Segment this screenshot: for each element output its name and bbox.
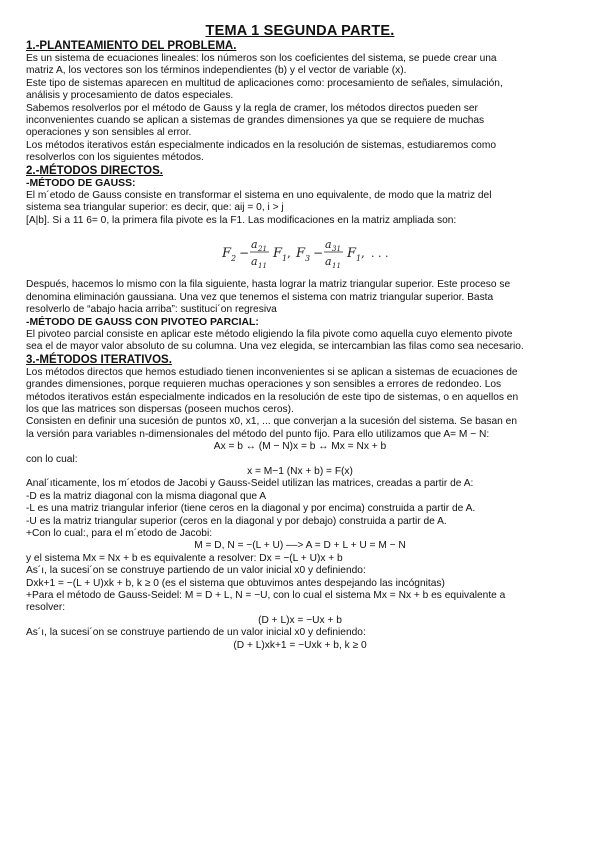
formula-ellipsis: . . .: [371, 247, 389, 261]
formula-F3-sub: 3: [305, 254, 311, 264]
text-line: Anal´ıticamente, los m´etodos de Jacobi y Gauss-Seidel utilizan las matrices, creadas a partir de A:: [26, 478, 474, 490]
section-1-body: [26, 53, 574, 165]
text-line: [A|b]. Si a 11 6= 0, la primera fila pivote es la F1. Las modificaciones en la matriz ampliada son:: [26, 214, 457, 226]
text-line: grandes dimensiones, porque requieren muchas operaciones y son sensibles a errores de redondeo. Los: [26, 379, 502, 391]
text-line: resolverlo de “abajo hacia arriba”: sustituci´on regresiva: [26, 304, 277, 316]
text-line: sea el de mayor valor absoluto de su columna. Una vez elegida, se intercambian las filas como sea necesario.: [26, 341, 524, 353]
text-line: denomina eliminación gaussiana. Una vez que tenemos el sistema con matriz triangular superior. Basta: [26, 291, 494, 303]
text-line: resolver:: [26, 602, 66, 614]
text-line: la versión para variables n-dimensionales del método del punto fijo. Para ello utilizamos que A= M − N:: [26, 428, 490, 440]
text-line: -L es una matriz triangular inferior (tiene ceros en la diagonal y por encima) construida a partir de A.: [26, 503, 476, 515]
formula-a21-sub: 21: [258, 245, 267, 254]
text-line: Después, hacemos lo mismo con la fila siguiente, hasta lograr la matriz triangular superior. Este proceso se: [26, 279, 511, 291]
text-line: resolverlos con los siguientes métodos.: [26, 152, 204, 164]
formula-comma-2: ,: [361, 246, 365, 261]
section-3-heading: 3.-MÉTODOS ITERATIVOS.: [26, 353, 172, 366]
text-line: As´ı, la sucesi´on se construye partiendo de un valor inicial x0 y definiendo:: [26, 627, 366, 639]
text-line: Es un sistema de ecuaciones lineales: los números son los coeficientes del sistema, se puede crear una: [26, 53, 497, 64]
formula-F3: F: [296, 246, 306, 262]
text-line: Dxk+1 = −(L + U)xk + b, k ≥ 0 (es el sistema que obtuvimos antes despejando las incógnitas): [26, 577, 445, 589]
formula-F1-2-sub: 1: [356, 254, 362, 264]
formula-F1-sub: 1: [282, 254, 288, 264]
section-1-heading: 1.-PLANTEAMIENTO DEL PROBLEMA.: [26, 40, 237, 52]
formula-F2-sub: 2: [231, 254, 237, 264]
section-3-body: [26, 367, 574, 652]
formula-F1: F: [273, 246, 283, 262]
equation-4: (D + L)x = −Ux + b: [258, 614, 342, 626]
text-line: El pivoteo parcial consiste en aplicar este método eligiendo la fila pivote como aquella cuyo elemento pivote: [26, 328, 513, 340]
text-line: inconvenientes cuando se aplican a sistemas de grandes dimensiones ya que se requiere de muchas: [26, 115, 485, 127]
text-line: Los métodos directos que hemos estudiado tienen inconvenientes si se aplican a sistemas de ecuaciones de: [26, 366, 518, 378]
row-operation-formula: [26, 227, 574, 279]
equation-5: (D + L)xk+1 = −Uxk + b, k ≥ 0: [233, 639, 367, 651]
document-page: [26, 22, 574, 652]
formula-minus: −: [239, 246, 250, 261]
text-line: Los métodos iterativos están especialmente indicados en la resolución de sistemas, estudiaremos como: [26, 139, 497, 151]
text-line: -D es la matriz diagonal con la misma diagonal que A: [26, 490, 267, 502]
formula-comma: ,: [287, 246, 291, 261]
text-line: Sabemos resolverlos por el método de Gauss y la regla de cramer, los métodos directos pueden ser: [26, 102, 478, 114]
section-2-heading: 2.-MÉTODOS DIRECTOS.: [26, 164, 163, 177]
text-line: +Con lo cual:, para el m´etodo de Jacobi:: [26, 528, 213, 539]
formula-F1-2: F: [347, 246, 357, 262]
text-line: los que las matrices son dispersas (poseen muchos ceros).: [26, 403, 294, 415]
equation-2: x = M−1 (Nx + b) = F(x): [247, 465, 353, 477]
formula-a11-sub: 11: [258, 262, 267, 271]
formula-a21: a: [251, 238, 258, 252]
equation-3: M = D, N = −(L + U) ––> A = D + L + U = M − N: [194, 540, 406, 552]
text-line: -U es la matriz triangular superior (ceros en la diagonal y por debajo) construida a partir de A.: [26, 515, 447, 527]
text-line: matriz A, los vectores son los términos independientes (b) y el vector de variable (x).: [26, 65, 407, 77]
formula-a11-2-sub: 11: [332, 262, 341, 271]
text-line: Este tipo de sistemas aparecen en multitud de aplicaciones como: procesamiento de señales, simulación,: [26, 77, 503, 89]
formula-a11: a: [251, 255, 258, 269]
gauss-body: [26, 190, 574, 227]
text-line: sistema sea triangular superior: es decir, que: aij = 0, i > j: [26, 202, 284, 214]
formula-a11-2: a: [325, 255, 332, 269]
text-line: y el sistema Mx = Nx + b es equivalente a resolver: Dx = −(L + U)x + b: [26, 552, 343, 564]
pivot-body: [26, 329, 574, 354]
text-line: Consisten en definir una sucesión de puntos x0, x1, ... que converjan a la sucesión del sistema. Se basan en: [26, 416, 517, 428]
text-line: El m´etodo de Gauss consiste en transformar el sistema en uno equivalente, de modo que la matriz del: [26, 190, 492, 202]
formula-minus-2: −: [313, 246, 324, 261]
text-line: +Para el método de Gauss-Seidel: M = D + L, N = −U, con lo cual el sistema Mx = Nx + b es equivalente a: [26, 590, 506, 602]
formula-a31-sub: 31: [332, 245, 341, 254]
formula-a31: a: [325, 238, 332, 252]
text-line: métodos iterativos están especialmente indicados en la resolución de este tipo de sistemas, o en aquellos en: [26, 391, 519, 403]
gauss-after-body: [26, 279, 574, 316]
page-title: TEMA 1 SEGUNDA PARTE.: [205, 23, 395, 39]
text-line: operaciones y son sensibles al error.: [26, 127, 192, 139]
gauss-subheading: -MÉTODO DE GAUSS:: [26, 177, 136, 189]
text-line: As´ı, la sucesi´on se construye partiendo de un valor inicial x0 y definiendo:: [26, 565, 366, 577]
formula-F2: F: [222, 246, 232, 262]
pivot-subheading: -MÉTODO DE GAUSS CON PIVOTEO PARCIAL:: [26, 316, 259, 328]
text-line: con lo cual:: [26, 453, 78, 465]
text-line: análisis y procesamiento de datos especiales.: [26, 90, 234, 102]
equation-1: Ax = b ↔ (M − N)x = b ↔ Mx = Nx + b: [213, 441, 387, 453]
